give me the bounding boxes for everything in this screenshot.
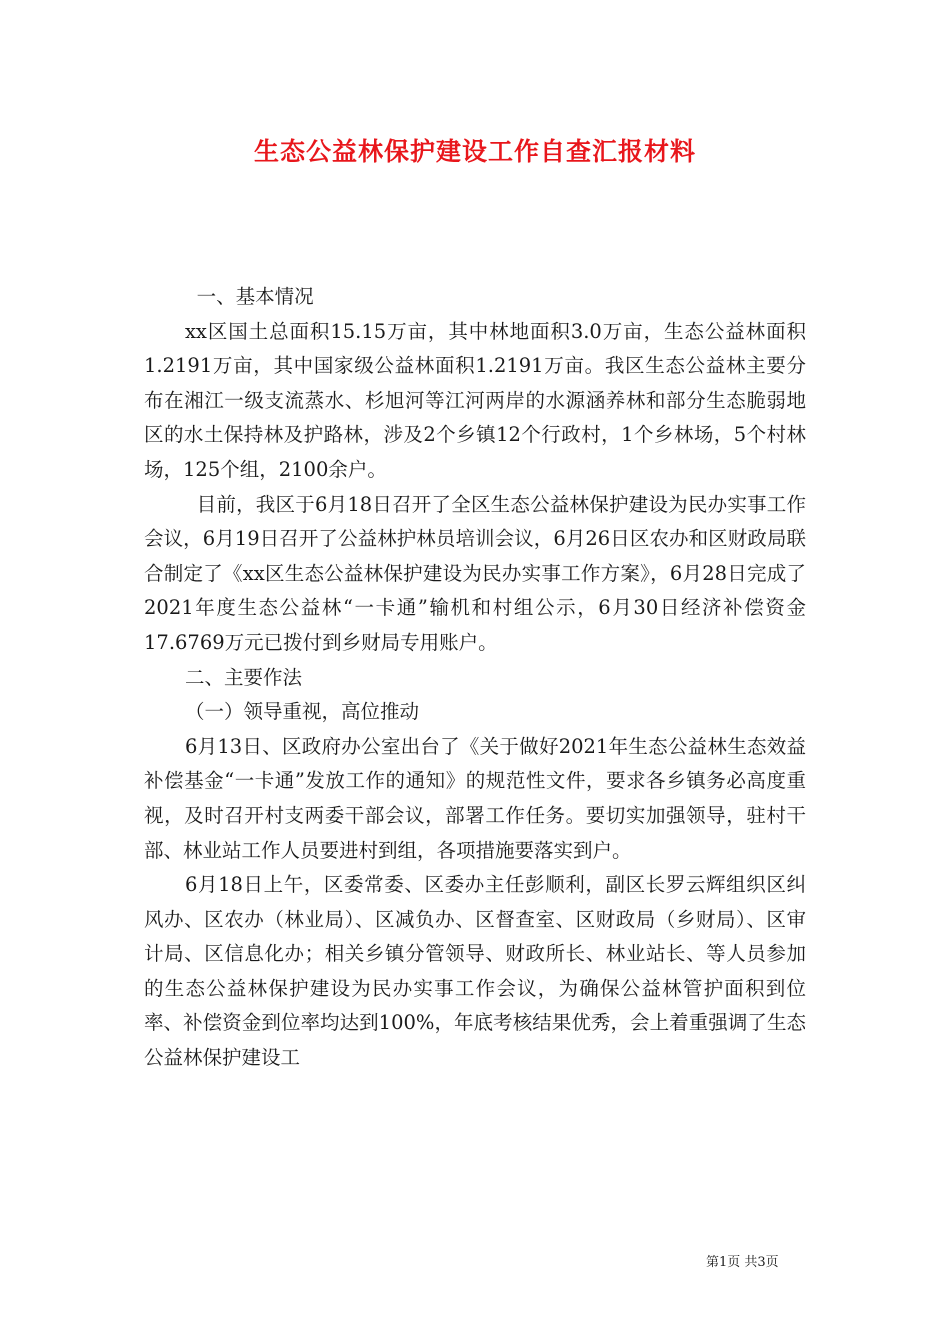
paragraph-basic-info-area: xx区国土总面积15.15万亩，其中林地面积3.0万亩，生态公益林面积1.2191万亩，其中国家级公益林面积1.2191万亩。我区生态公益林主要分布在湘江一级支流蒸水、杉旭河等江河两岸的水源涵养林和部分生态脆弱地区的水土保持林及护路林，涉及2个乡镇12个行政村，1个乡林场，5个村林场，125个组，2100余户。 — [144, 319, 806, 481]
page-number-footer: 第1页 共3页 — [706, 1255, 779, 1270]
document-body — [144, 280, 806, 1076]
paragraph-june-18-meeting: 6月18日上午，区委常委、区委办主任彭顺利，副区长罗云辉组织区纠风办、区农办（林业局）、区减负办、区督查室、区财政局（乡财局）、区审计局、区信息化办；相关乡镇分管领导、财政所长、林业站长、等人员参加的生态公益林保护建设为民办实事工作会议，为确保公益林管护面积到位率、补偿资金到位率均达到100%，年底考核结果优秀，会上着重强调了生态公益林保护建设工 — [144, 873, 806, 1070]
document-title: 生态公益林保护建设工作自查汇报材料 — [253, 137, 696, 166]
section-heading-main-practices: 二、主要作法 — [184, 665, 302, 689]
subsection-heading-leadership: （一）领导重视，高位推动 — [184, 700, 419, 724]
paragraph-current-progress: 目前，我区于6月18日召开了全区生态公益林保护建设为民办实事工作会议，6月19日召开了公益林护林员培训会议，6月26日区农办和区财政局联合制定了《xx区生态公益林保护建设为民办实事工作方案》，6月28日完成了2021年度生态公益林“一卡通”输机和村组公示，6月30日经济补偿资金17.6769万元已拨付到乡财局专用账户。 — [144, 492, 806, 654]
section-heading-basic-info: 一、基本情况 — [196, 285, 314, 308]
paragraph-june-13-notice: 6月13日、区政府办公室出台了《关于做好2021年生态公益林生态效益补偿基金“一卡通”发放工作的通知》的规范性文件，要求各乡镇务必高度重视，及时召开村支两委干部会议，部署工作任务。要切实加强领导，驻村干部、林业站工作人员要进村到组，各项措施要落实到户。 — [144, 734, 806, 862]
